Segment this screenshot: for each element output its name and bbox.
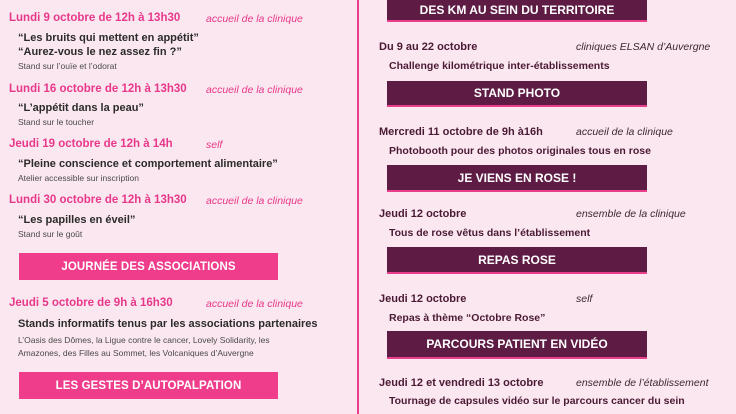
event-detail: L’Oasis des Dômes, la Ligue contre le cancer, Lovely Solidarity, les: [18, 335, 270, 345]
event-location: self: [206, 139, 223, 151]
event-title: Tous de rose vêtus dans l’établissement: [389, 227, 591, 239]
event-title: Challenge kilométrique inter-établissements: [389, 60, 610, 72]
event-location: accueil de la clinique: [206, 84, 303, 96]
event-title: Photobooth pour des photos originales tous en rose: [389, 145, 651, 157]
event-title: Repas à thème “Octobre Rose”: [389, 312, 546, 324]
event-date: Lundi 30 octobre de 12h à 13h30: [9, 194, 187, 206]
event-date: Jeudi 12 octobre: [379, 208, 467, 220]
event-location: self: [576, 293, 593, 305]
rose-banner: JE VIENS EN ROSE !: [387, 165, 647, 192]
event-title: “Pleine conscience et comportement alimentaire”: [18, 158, 278, 170]
photo-banner: STAND PHOTO: [387, 81, 647, 107]
event-detail: Stand sur l’ouïe et l’odorat: [18, 61, 117, 71]
event-detail: Amazones, des Filles au Sommet, les Volcaniques d’Auvergne: [18, 348, 254, 358]
event-location: accueil de la clinique: [206, 13, 303, 25]
event-title: “Les bruits qui mettent en appétit”: [18, 32, 199, 44]
event-date: Du 9 au 22 octobre: [379, 41, 478, 53]
event-date: Lundi 9 octobre de 12h à 13h30: [9, 12, 181, 24]
event-location: accueil de la clinique: [206, 195, 303, 207]
event-date: Mercredi 11 octobre de 9h à16h: [379, 126, 543, 138]
parcours-banner: PARCOURS PATIENT EN VIDÉO: [387, 331, 647, 359]
event-detail: Atelier accessible sur inscription: [18, 173, 139, 183]
event-title: “Les papilles en éveil”: [18, 214, 136, 226]
event-location: cliniques ELSAN d’Auvergne: [576, 41, 711, 53]
event-title: Tournage de capsules vidéo sur le parcours cancer du sein: [389, 395, 685, 407]
event-date: Jeudi 5 octobre de 9h à 16h30: [9, 297, 173, 309]
event-date: Jeudi 19 octobre de 12h à 14h: [9, 138, 173, 150]
event-location: accueil de la clinique: [206, 298, 303, 310]
event-location: ensemble de l’établissement: [576, 377, 709, 389]
event-location: ensemble de la clinique: [576, 208, 686, 220]
event-date: Jeudi 12 et vendredi 13 octobre: [379, 377, 544, 389]
column-divider: [357, 0, 359, 414]
event-detail: Stand sur le toucher: [18, 117, 95, 127]
event-date: Lundi 16 octobre de 12h à 13h30: [9, 83, 187, 95]
repas-banner: REPAS ROSE: [387, 247, 647, 274]
event-title: “Aurez-vous le nez assez fin ?”: [18, 46, 182, 58]
event-detail: Stand sur le goût: [18, 229, 83, 239]
event-title: Stands informatifs tenus par les associations partenaires: [18, 318, 318, 330]
event-date: Jeudi 12 octobre: [379, 293, 467, 305]
km-banner: DES KM AU SEIN DU TERRITOIRE: [387, 0, 647, 22]
associations-banner: JOURNÉE DES ASSOCIATIONS: [19, 253, 278, 280]
event-location: accueil de la clinique: [576, 126, 673, 138]
autopalpation-banner: LES GESTES D’AUTOPALPATION: [19, 372, 278, 399]
event-title: “L’appétit dans la peau”: [18, 102, 144, 114]
